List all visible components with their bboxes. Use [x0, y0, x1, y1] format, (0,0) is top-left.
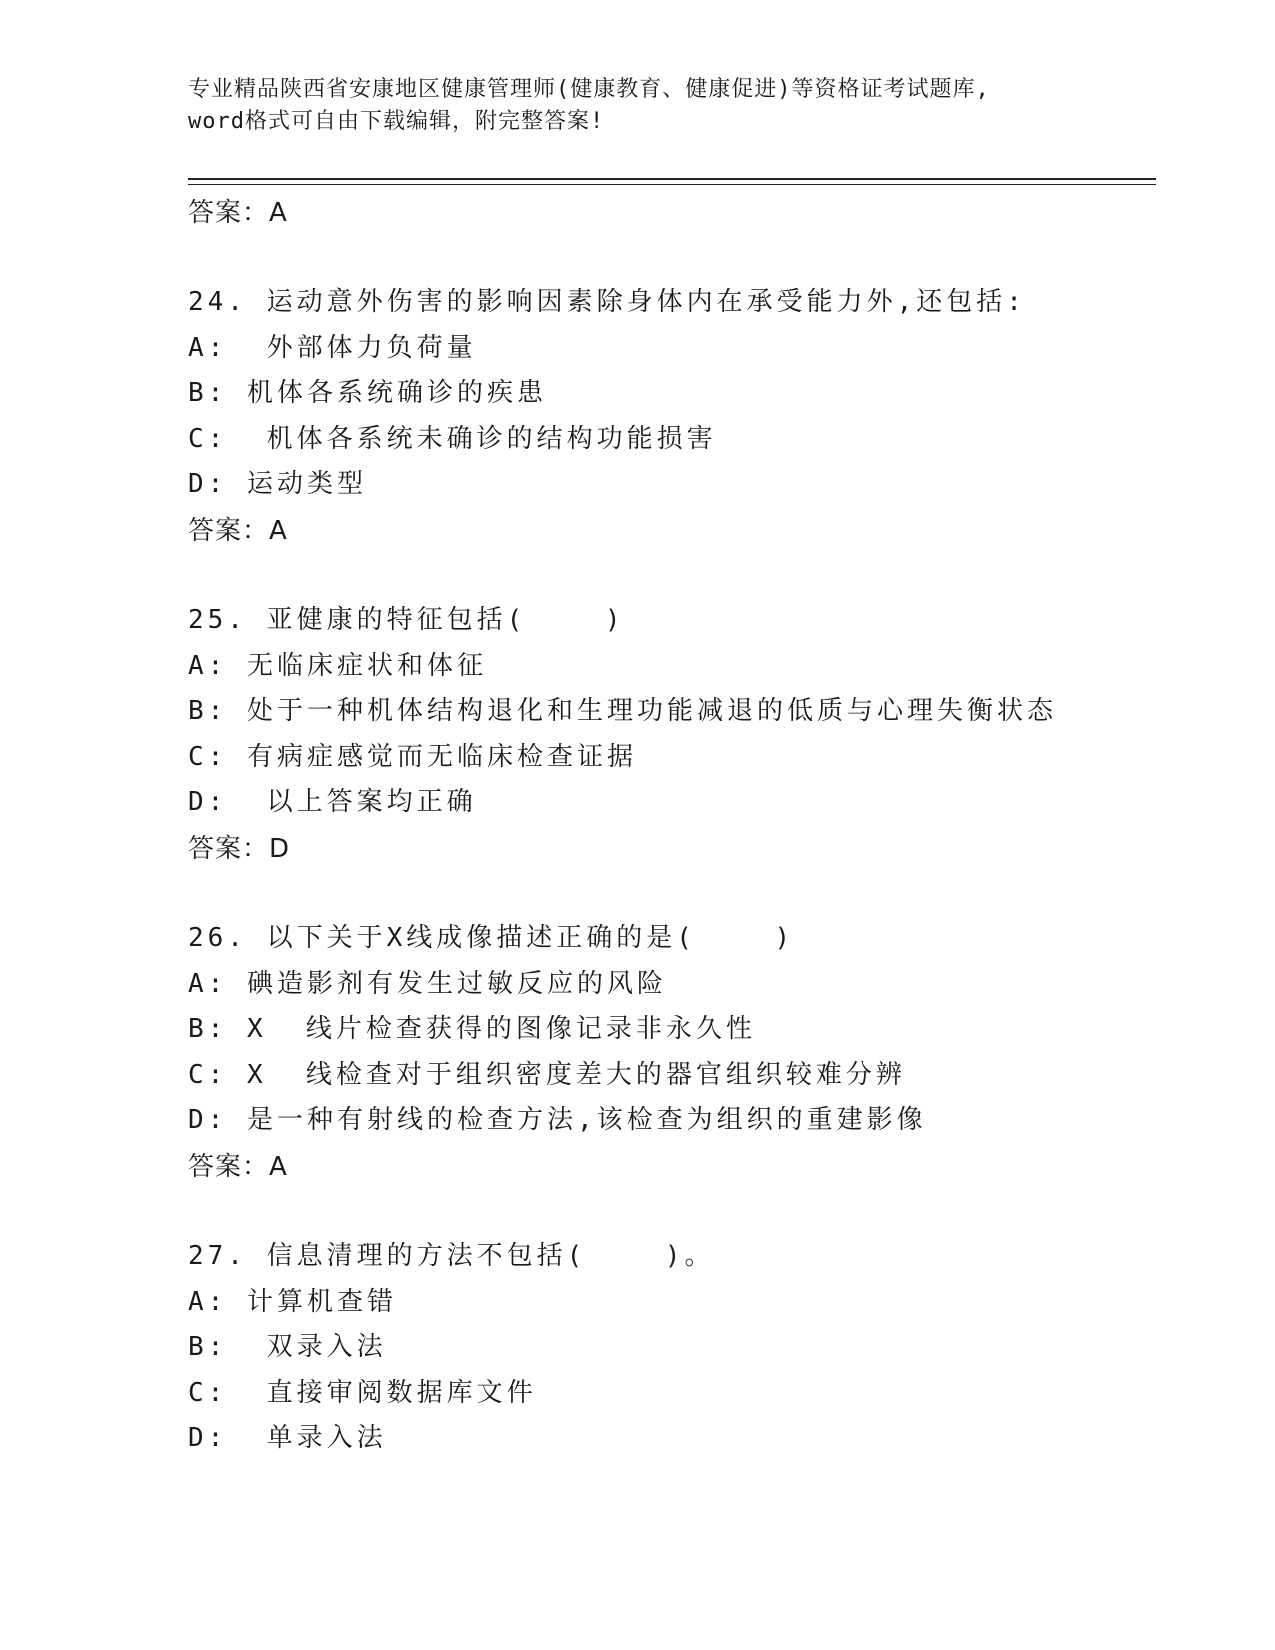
option-d: D: 运动类型	[188, 469, 367, 500]
document-header	[188, 74, 1088, 138]
answer-line: 答案：A	[188, 1151, 288, 1182]
option-d: D: 以上答案均正确	[188, 787, 477, 818]
question-list	[188, 190, 1148, 1462]
header-line-1: 专业精品陕西省安康地区健康管理师(健康教育、健康促进)等资格证考试题库,	[188, 77, 990, 102]
option-a: A: 计算机查错	[188, 1286, 397, 1317]
option-b: B: X 线片检查获得的图像记录非永久性	[188, 1014, 756, 1045]
option-a: A: 外部体力负荷量	[188, 332, 477, 363]
option-a: A: 无临床症状和体征	[188, 650, 487, 681]
option-c: C: 有病症感觉而无临床检查证据	[188, 741, 637, 772]
answer-line: 答案：D	[188, 833, 291, 864]
question-25	[188, 598, 1148, 872]
option-d: D: 是一种有射线的检查方法,该检查为组织的重建影像	[188, 1105, 927, 1136]
option-c: C: 机体各系统未确诊的结构功能损害	[188, 423, 717, 454]
question-stem: 25. 亚健康的特征包括( )	[188, 604, 625, 635]
question-24	[188, 280, 1148, 554]
question-stem: 24. 运动意外伤害的影响因素除身体内在承受能力外,还包括:	[188, 287, 1026, 317]
answer-line: 答案：A	[188, 515, 288, 546]
option-d: D: 单录入法	[188, 1423, 387, 1454]
answer-line: 答案：A	[188, 198, 288, 228]
question-27	[188, 1234, 1148, 1462]
header-divider-thick	[188, 178, 1156, 180]
option-c: C: X 线检查对于组织密度差大的器官组织较难分辨	[188, 1059, 906, 1090]
option-b: B: 处于一种机体结构退化和生理功能减退的低质与心理失衡状态	[188, 696, 1057, 727]
option-c: C: 直接审阅数据库文件	[188, 1377, 537, 1408]
question-26	[188, 916, 1148, 1190]
option-b: B: 机体各系统确诊的疾患	[188, 378, 547, 409]
header-divider-thin	[188, 184, 1156, 185]
header-line-2: word格式可自由下载编辑，附完整答案!	[188, 109, 605, 134]
option-b: B: 双录入法	[188, 1332, 387, 1363]
question-stem: 26. 以下关于X线成像描述正确的是( )	[188, 922, 795, 953]
option-a: A: 碘造影剂有发生过敏反应的风险	[188, 968, 667, 999]
question-stem: 27. 信息清理的方法不包括( )。	[188, 1240, 715, 1271]
